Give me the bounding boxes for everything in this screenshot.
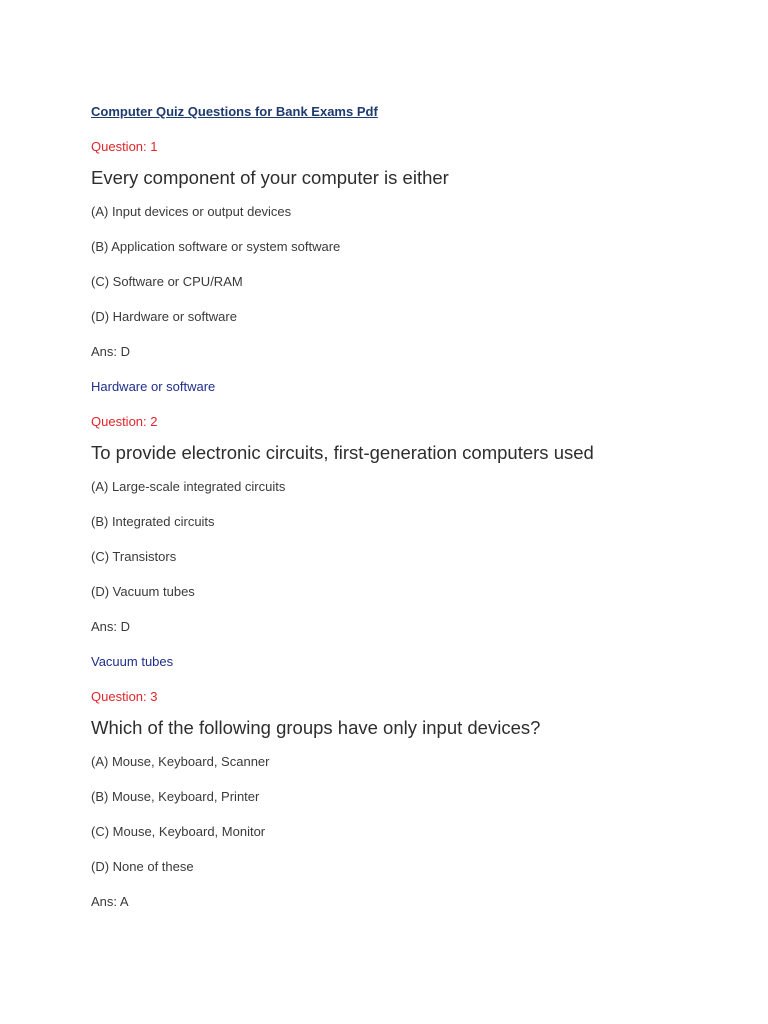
option-c: (C) Mouse, Keyboard, Monitor	[91, 824, 266, 839]
option-a: (A) Mouse, Keyboard, Scanner	[91, 754, 270, 769]
document-page	[91, 102, 731, 912]
question-text: Every component of your computer is either	[91, 167, 449, 188]
option-d: (D) Hardware or software	[91, 309, 237, 324]
option-a: (A) Large-scale integrated circuits	[91, 479, 286, 494]
option-a: (A) Input devices or output devices	[91, 204, 292, 219]
question-label: Question: 1	[91, 139, 158, 154]
question-block	[91, 687, 731, 912]
answer-explanation: Vacuum tubes	[91, 654, 174, 669]
document-title-link[interactable]: Computer Quiz Questions for Bank Exams Pdf	[91, 104, 378, 119]
option-b: (B) Application software or system software	[91, 239, 341, 254]
option-b: (B) Mouse, Keyboard, Printer	[91, 789, 260, 804]
answer-text: Ans: D	[91, 344, 131, 359]
option-c: (C) Software or CPU/RAM	[91, 274, 243, 289]
option-d: (D) Vacuum tubes	[91, 584, 195, 599]
option-d: (D) None of these	[91, 859, 194, 874]
question-text: To provide electronic circuits, first-generation computers used	[91, 442, 594, 463]
option-c: (C) Transistors	[91, 549, 177, 564]
option-b: (B) Integrated circuits	[91, 514, 215, 529]
answer-text: Ans: D	[91, 619, 131, 634]
answer-explanation: Hardware or software	[91, 379, 216, 394]
answer-text: Ans: A	[91, 894, 129, 909]
question-text: Which of the following groups have only input devices?	[91, 717, 541, 738]
question-label: Question: 2	[91, 414, 158, 429]
question-label: Question: 3	[91, 689, 158, 704]
question-block	[91, 412, 731, 672]
question-block	[91, 137, 731, 397]
